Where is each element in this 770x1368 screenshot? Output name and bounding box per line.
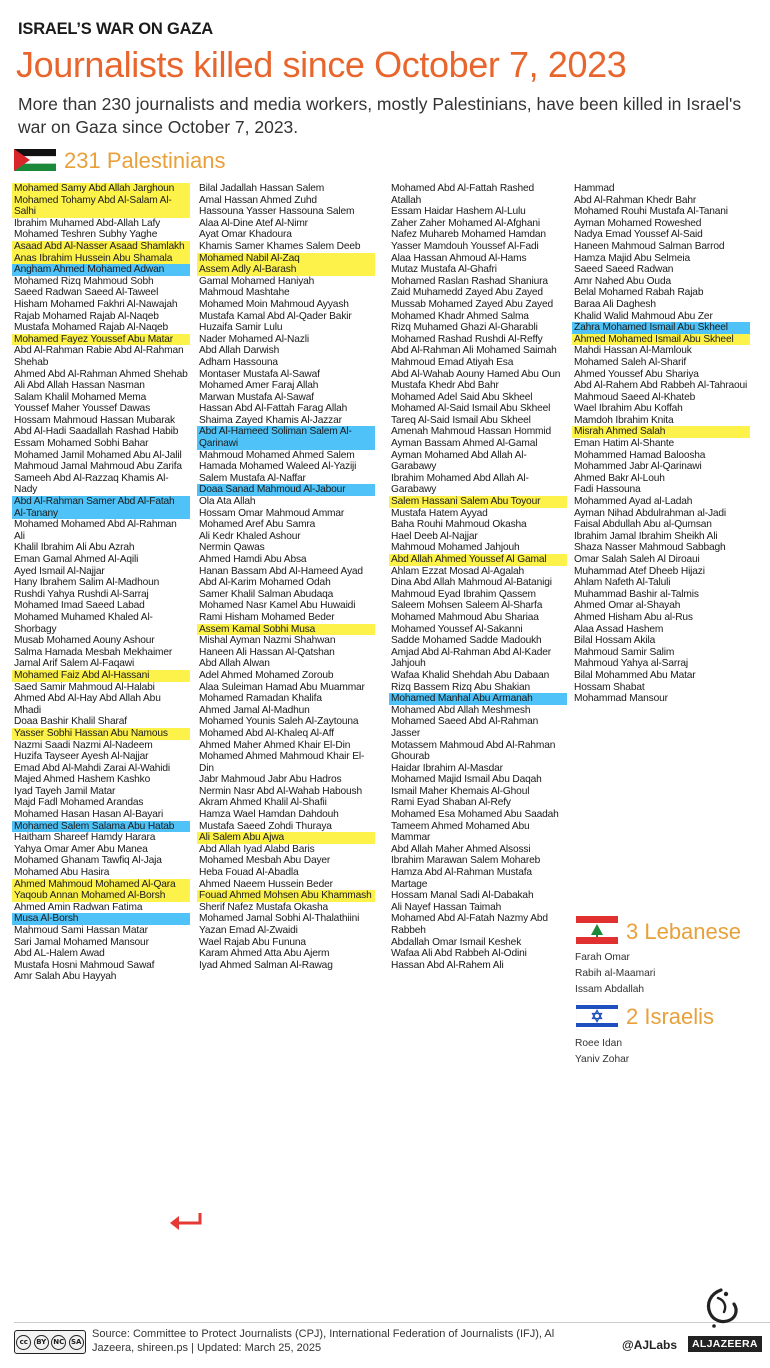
journalist-name: Ahmed Naeem Hussein Beder (199, 878, 333, 890)
journalist-name: Essam Haidar Hashem Al-Lulu (391, 206, 526, 218)
journalist-name: Ola Ata Allah (199, 496, 256, 508)
source-note: Source: Committee to Protect Journalists (CPJ), International Federation of Journalists (IFJ), Al Jazeera, shireen.ps | Updated: March 25, 2025 (92, 1328, 555, 1354)
journalist-name: Sadde Mohamed Sadde Madoukh (391, 635, 542, 647)
journalist-name: Mustafa Mohamed Rajab Al-Naqeb (14, 322, 169, 334)
journalist-name: Yahya Omar Amer Abu Manea (14, 843, 148, 855)
list-item: Rabih al-Maamari (575, 968, 656, 979)
journalist-name: Zaid Muhamedd Zayed Abu Zayed (391, 287, 543, 299)
journalist-name: Mohamed Adel Said Abu Skheel (391, 391, 533, 403)
journalist-name: Eman Hatim Al-Shante (574, 438, 675, 450)
journalist-name: Mohamed Mahmoud Abu Shariaa (391, 611, 539, 623)
journalist-name: Hassouna Yasser Hassouna Salem (199, 206, 355, 218)
journalist-name: Amal Hassan Ahmed Zuhd (199, 194, 317, 206)
journalist-name: Ibrahim Jamal Ibrahim Sheikh Ali (574, 530, 718, 542)
journalist-name: Misrah Ahmed Salah (572, 426, 750, 438)
journalist-name: Saeed Saeed Radwan (574, 264, 674, 276)
names-column-4 (572, 183, 750, 705)
journalist-name: Amjad Abd Al-Rahman Abd Al-Kader Jahjouh (391, 646, 551, 670)
journalist-name: Haneen Ali Hassan Al-Qatshan (199, 646, 335, 658)
journalist-name: Nermin Nasr Abd Al-Wahab Haboush (199, 785, 362, 797)
journalist-name: Mohamed Abd Allah Meshmesh (391, 704, 531, 716)
journalist-name: Ahmed Jamal Al-Madhun (199, 704, 310, 716)
journalist-name: Mustafa Hosni Mahmoud Sawaf (14, 959, 155, 971)
journalist-name: Fadi Hassouna (574, 484, 641, 496)
journalist-name: Mohamed Ahmed Mahmoud Khair El-Din (199, 751, 365, 774)
journalist-name: Ahmed Abd Al-Hay Abd Allah Abu Mhadi (14, 693, 161, 716)
journalist-name: Marwan Mustafa Al-Sawaf (199, 391, 314, 403)
journalist-name: Heba Fouad Al-Abadla (199, 867, 299, 879)
journalist-name: Ahmed Youssef Abu Shariya (574, 368, 699, 380)
journalist-name: Mohamed Nasr Kamel Abu Huwaidi (199, 600, 356, 612)
journalist-name: Eman Gamal Ahmed Al-Aqili (14, 554, 139, 565)
journalist-name: Bilal Hossam Akila (574, 635, 656, 647)
aljazeera-wordmark: ALJAZEERA (688, 1336, 762, 1352)
journalist-name: Khamis Samer Khames Salem Deeb (199, 240, 361, 252)
journalist-name: Mohamed Al-Said Ismail Abu Skheel (391, 403, 551, 415)
journalist-name: Alaa Suleiman Hamad Abu Muammar (199, 681, 365, 693)
journalist-name: Rushdi Yahya Rushdi Al-Sarraj (14, 588, 149, 600)
journalist-name: Mussab Mohamed Zayed Abu Zayed (391, 298, 553, 310)
journalist-name: Abd Allah Alwan (199, 658, 270, 670)
journalist-name: Mohamed Amer Faraj Allah (199, 380, 319, 392)
page-subtitle: More than 230 journalists and media workers, mostly Palestinians, have been killed in Israel's war on Gaza since October 7, 2023. (18, 94, 742, 137)
journalist-name: Zahra Mohamed Ismail Abu Skheel (572, 322, 750, 334)
journalist-name: Angham Ahmed Mohamed Adwan (12, 264, 190, 276)
journalist-name: Fouad Ahmed Mohsen Abu Khammash (197, 890, 375, 902)
journalist-name: Majd Fadl Mohamed Arandas (14, 797, 144, 809)
journalist-name: Hamza Abd Al-Rahman Mustafa Martage (391, 867, 532, 890)
journalist-name: Mohamed Samy Abd Allah Jarghoun (12, 183, 190, 195)
journalist-name: Ahmed Hamdi Abu Absa (199, 554, 307, 565)
page-title: Journalists killed since October 7, 2023 (16, 44, 627, 85)
journalist-name: Bilal Jadallah Hassan Salem (199, 183, 325, 194)
journalist-name: Ahmed Abd Al-Rahman Ahmed Shehab (14, 368, 188, 380)
journalist-name: Ali Salem Abu Ajwa (197, 832, 375, 844)
red-arrow-icon (168, 1209, 202, 1235)
journalist-name: Mohamed Salem Salama Abu Hatab (12, 821, 190, 833)
journalist-name: Hamada Mohamed Waleed Al-Yaziji (199, 461, 357, 473)
journalist-name: Ahmed Maher Ahmed Khair El-Din (199, 739, 351, 751)
journalist-name: Mohammed Jabr Al-Qarinawi (574, 461, 702, 473)
journalist-name: Mohammad Mansour (574, 693, 668, 705)
journalist-name: Ali Nayef Hassan Taimah (391, 901, 502, 913)
journalist-name: Mahmoud Eyad Ibrahim Qassem (391, 588, 536, 600)
journalist-name: Hammad (574, 183, 615, 194)
lebanon-flag-icon (576, 916, 618, 944)
journalist-name: Shaza Nasser Mahmoud Sabbagh (574, 542, 726, 554)
lebanese-group-title: 3 Lebanese (626, 919, 741, 944)
journalist-name: Hamza Wael Hamdan Dahdouh (199, 809, 339, 821)
journalist-name: Adham Hassouna (199, 356, 278, 368)
journalist-name: Mohamed Younis Saleh Al-Zaytouna (199, 716, 359, 728)
journalist-name: Abd Al-Rahem Abd Rabbeh Al-Tahraoui (574, 380, 748, 392)
journalist-name: Assem Adly Al-Barash (197, 264, 375, 276)
journalist-name: Hossam Omar Mahmoud Ammar (199, 507, 345, 519)
journalist-name: Nadya Emad Youssef Al-Said (574, 229, 703, 241)
israelis-list (575, 1036, 629, 1068)
palestine-flag-icon (14, 149, 56, 171)
journalist-name: Hossam Manal Sadi Al-Dabakah (391, 890, 534, 902)
journalist-name: Ahmed Amin Radwan Fatima (14, 901, 143, 913)
journalist-name: Ibrahim Marawan Salem Mohareb (391, 855, 541, 867)
journalist-name: Omar Salah Saleh Al Diroaui (574, 554, 700, 565)
journalist-name: Sari Jamal Mohamed Mansour (14, 936, 149, 948)
journalist-name: Abd Allah Maher Ahmed Alsossi (391, 843, 531, 855)
journalist-name: Mohamed Aref Abu Samra (199, 519, 316, 531)
journalist-name: Mohamed Ghanam Tawfiq Al-Jaja (14, 855, 162, 867)
journalist-name: Rami Hisham Mohamed Beder (199, 611, 335, 623)
journalist-name: Abd Al-Rahman Rabie Abd Al-Rahman Shehab (14, 345, 184, 368)
journalist-name: Wael Ibrahim Abu Koffah (574, 403, 683, 415)
journalist-name: Iyad Ahmed Salman Al-Rawag (199, 959, 333, 971)
journalist-name: Mohamed Fayez Youssef Abu Matar (12, 334, 190, 346)
journalist-name: Mustafa Khedr Abd Bahr (391, 380, 499, 392)
journalist-name: Mahmoud Saeed Al-Khateb (574, 391, 696, 403)
journalist-name: Hany Ibrahem Salim Al-Madhoun (14, 577, 160, 589)
journalist-name: Amenah Mahmoud Hassan Hommid (391, 426, 552, 438)
journalist-name: Mohamed Rashad Rushdi Al-Reffy (391, 333, 543, 345)
journalist-name: Muhammad Bashir al-Talmis (574, 588, 699, 600)
journalist-name: Rizq Bassem Rizq Abu Shakian (391, 681, 531, 693)
journalist-name: Montaser Mustafa Al-Sawaf (199, 368, 320, 380)
footer-divider (14, 1322, 770, 1323)
journalist-name: Wael Rajab Abu Fununa (199, 936, 306, 948)
journalist-name: Mohamed Faiz Abd Al-Hassani (12, 670, 190, 682)
journalist-name: Ibrahim Mohamed Abd Allah Al-Garabawy (391, 472, 529, 496)
journalist-name: Mutaz Mustafa Al-Ghafri (391, 264, 497, 276)
journalist-name: Mahdi Hassan Al-Mamlouk (574, 345, 692, 357)
journalist-name: Yaqoub Annan Mohamed Al-Borsh (12, 890, 190, 902)
journalist-name: Doaa Sanad Mahmoud Al-Jabour (197, 484, 375, 496)
journalist-name: Youssef Maher Youssef Dawas (14, 403, 151, 415)
journalist-name: Hossam Mahmoud Hassan Mubarak (14, 414, 175, 426)
journalist-name: Mohamed Jamil Mohamed Abu Al-Jalil (14, 449, 182, 461)
journalist-name: Haitham Shareef Hamdy Harara (14, 832, 156, 844)
journalist-name: Rizq Muhamed Ghazi Al-Gharabli (391, 322, 538, 334)
journalist-name: Adel Ahmed Mohamed Zoroub (199, 669, 334, 681)
palestinians-group-title: 231 Palestinians (64, 148, 226, 173)
journalist-name: Mohamed Khadr Ahmed Salma (391, 310, 529, 322)
journalist-name: Saleem Mohsen Saleem Al-Sharfa (391, 600, 543, 612)
journalist-name: Mahmoud Mohamed Jahjouh (391, 542, 520, 554)
journalist-name: Hassan Abd Al-Rahem Ali (391, 959, 504, 971)
journalist-name: Mahmoud Mohamed Ahmed Salem (199, 449, 355, 461)
journalist-name: Mohamed Hasan Hasan Al-Bayari (14, 809, 164, 821)
journalist-name: Ahmed Hisham Abu al-Rus (574, 611, 693, 623)
header-kicker: ISRAEL’S WAR ON GAZA (18, 20, 213, 38)
journalist-name: Doaa Bashir Khalil Sharaf (14, 716, 127, 728)
journalist-name: Shaima Zayed Khamis Al-Jazzar (199, 414, 342, 426)
journalist-name: Ayman Mohamed Abd Allah Al-Garabawy (391, 449, 527, 473)
journalist-name: Alaa Assad Hashem (574, 623, 664, 635)
journalist-name: Salma Hamada Mesbah Mekhaimer (14, 646, 173, 658)
journalist-name: Mohamed Imad Saeed Labad (14, 600, 145, 612)
journalist-name: Mohamed Ramadan Khalifa (199, 693, 322, 705)
journalist-name: Yazan Emad Al-Zwaidi (199, 925, 298, 936)
journalist-name: Ahmed Mohamed Ismail Abu Skheel (572, 334, 750, 346)
journalist-name: Ayed Ismail Al-Najjar (14, 565, 105, 577)
journalist-name: Abd Al-Karim Mohamed Odah (199, 577, 331, 589)
names-column-1 (12, 183, 190, 983)
journalist-name: Gamal Mohamed Haniyah (199, 275, 315, 287)
journalist-name: Hanan Bassam Abd Al-Hameed Ayad (199, 565, 363, 577)
journalist-name: Mohammed Ayad al-Ladah (574, 496, 693, 508)
journalist-name: Yasser Sobhi Hassan Abu Namous (12, 728, 190, 740)
journalist-name: Abd Al-Wahab Aouny Hamed Abu Oun (391, 368, 561, 380)
journalist-name: Mahmoud Jamal Mahmoud Abu Zarifa (14, 461, 182, 473)
journalist-name: Wafaa Khalid Shehdah Abu Dabaan (391, 669, 550, 681)
journalist-name: Ahmed Omar al-Shayah (574, 600, 681, 612)
journalist-name: Ali Kedr Khaled Ashour (199, 530, 301, 542)
journalist-name: Mohamed Nabil Al-Zaq (197, 253, 375, 265)
journalist-name: Mohamed Abu Hasira (14, 867, 110, 879)
journalist-name: Mohamed Muhamed Khaled Al-Shorbagy (14, 611, 153, 635)
journalist-name: Amr Nahed Abu Ouda (574, 275, 671, 287)
journalist-name: Musa Al-Borsh (12, 913, 190, 925)
journalist-name: Hamza Majid Abu Selmeia (574, 252, 691, 264)
journalist-name: Muhammad Atef Dheeb Hijazi (574, 565, 705, 577)
journalist-name: Ahmed Mahmoud Mohamed Al-Qara (12, 879, 190, 891)
names-column-2 (197, 183, 375, 971)
journalist-name: Mohamed Majid Ismail Abu Daqah (391, 774, 542, 786)
journalist-name: Mohamed Abd Al-Fattah Rashed Atallah (391, 183, 535, 206)
lebanese-list (575, 950, 655, 998)
journalist-name: Khalid Walid Mahmoud Abu Zer (574, 310, 713, 322)
journalist-name: Mohamed Abd Al-Khaleq Al-Aff (199, 727, 334, 739)
journalist-name: Mohamed Jamal Sobhi Al-Thalathiini (199, 913, 360, 925)
journalist-name: Mohamed Esa Mohamed Abu Saadah (391, 809, 559, 821)
journalist-name: Essam Mohamed Sobhi Bahar (14, 438, 149, 450)
journalist-name: Iyad Tayeh Jamil Matar (14, 785, 116, 797)
journalist-name: Samer Khalil Salman Abudaqa (199, 588, 334, 600)
journalist-name: Rajab Mohamed Rajab Al-Naqeb (14, 310, 159, 322)
journalist-name: Hisham Mohamed Fakhri Al-Nawajah (14, 298, 178, 310)
journalist-name: Nermin Qawas (199, 542, 265, 554)
journalist-name: Ayman Bassam Ahmed Al-Gamal (391, 438, 538, 450)
journalist-name: Ali Abd Allah Hassan Nasman (14, 380, 145, 392)
journalist-name: Majed Ahmed Hashem Kashko (14, 774, 151, 786)
journalist-name: Salem Mustafa Al-Naffar (199, 472, 306, 484)
journalist-name: Saed Samir Mahmoud Al-Halabi (14, 681, 155, 693)
journalist-name: Mohamed Moin Mahmoud Ayyash (199, 298, 349, 310)
journalist-name: Nazmi Saadi Nazmi Al-Nadeem (14, 739, 153, 751)
journalist-name: Zaher Zaher Mohamed Al-Afghani (391, 217, 540, 229)
journalist-name: Mustafa Saeed Zohdi Thuraya (199, 820, 332, 832)
journalist-name: Tameem Ahmed Mohamed Abu Mammar (391, 820, 530, 844)
journalist-name: Mohamed Teshren Subhy Yaghe (14, 229, 158, 241)
journalist-name: Ahmed Bakr Al-Louh (574, 472, 665, 484)
journalist-name: Haidar Ibrahim Al-Masdar (391, 762, 503, 774)
journalist-name: Nafez Muhareb Mohamed Hamdan (391, 229, 546, 241)
journalist-name: Yasser Mamdouh Youssef Al-Fadi (391, 240, 539, 252)
journalist-name: Mohamed Tohamy Abd Al-Salam Al-Salhi (12, 195, 190, 218)
journalist-name: Mahmoud Yahya al-Sarraj (574, 658, 688, 670)
journalist-name: Sameeh Abd Al-Razzaq Khamis Al-Nady (14, 472, 169, 496)
journalist-name: Asaad Abd Al-Nasser Asaad Shamlakh (12, 241, 190, 253)
journalist-name: Mustafa Kamal Abd Al-Qader Bakir (199, 310, 352, 322)
journalist-name: Belal Mohamed Rabah Rajab (574, 287, 704, 299)
journalist-name: Baraa Ali Daghesh (574, 298, 656, 310)
journalist-name: Ayman Nihad Abdulrahman al-Jadi (574, 507, 727, 519)
journalist-name: Mohammed Hamad Baloosha (574, 449, 706, 461)
journalist-name: Emad Abd Al-Mahdi Zarai Al-Wahidi (14, 762, 171, 774)
journalist-name: Ismail Maher Khemais Al-Ghoul (391, 785, 530, 797)
journalist-name: Mustafa Hatem Ayyad (391, 507, 488, 519)
journalist-name: Mohamed Saleh Al-Sharif (574, 356, 687, 368)
journalist-name: Faisal Abdullah Abu al-Qumsan (574, 519, 712, 531)
journalist-name: Ayman Mohamed Roweshed (574, 217, 702, 229)
journalist-name: Amr Salah Abu Hayyah (14, 971, 117, 983)
journalist-name: Ayat Omar Khadoura (199, 229, 292, 241)
journalist-name: Rami Eyad Shaban Al-Refy (391, 797, 511, 809)
journalist-name: Ibrahim Muhamed Abd-Allah Lafy (14, 217, 161, 229)
journalist-name: Ahlam Ezzat Mosad Al-Agalah (391, 565, 524, 577)
journalist-name: Salem Hassani Salem Abu Toyour (389, 496, 567, 508)
list-item: Roee Idan (575, 1038, 623, 1049)
journalist-name: Anas Ibrahim Hussein Abu Shamala (12, 253, 190, 265)
israelis-group-title: 2 Israelis (626, 1004, 715, 1029)
journalist-name: Huzaifa Samir Lulu (199, 322, 283, 334)
names-column-3 (389, 183, 567, 971)
journalist-name: Jamal Arif Salem Al-Faqawi (14, 658, 135, 670)
journalist-name: Alaa Al-Dine Atef Al-Nimr (199, 217, 308, 229)
journalist-name: Mohamed Youssef Al-Sakanni (391, 623, 523, 635)
journalist-name: Mahmoud Mashtahe (199, 287, 290, 299)
creative-commons-license-icon: cc BY NC SA (14, 1330, 86, 1354)
list-item: Yaniv Zohar (575, 1054, 630, 1065)
journalist-name: Mohamed Rizq Mahmoud Sobh (14, 275, 154, 287)
aljazeera-logo-icon (696, 1286, 746, 1332)
journalist-name: Haneen Mahmoud Salman Barrod (574, 240, 725, 252)
journalist-name: Mishal Ayman Nazmi Shahwan (199, 635, 336, 647)
journalist-name: Abd Al-Hameed Soliman Salem Al-Qarinawi (197, 426, 375, 449)
journalist-name: Nader Mohamed Al-Nazli (199, 333, 309, 345)
journalist-name: Khalil Ibrahim Ali Abu Azrah (14, 542, 135, 554)
journalist-name: Abd Allah Iyad Alabd Baris (199, 843, 315, 855)
journalist-name: Salam Khalil Mohamed Mema (14, 391, 147, 403)
journalist-name: Mohamed Saeed Abd Al-Rahman Jasser (391, 716, 539, 739)
journalist-name: Mohamed Abd Al-Fatah Nazmy Abd Rabbeh (391, 913, 548, 936)
journalist-name: Mohamed Rouhi Mustafa Al-Tanani (574, 206, 728, 218)
journalist-name: Abd Al-Rahman Samer Abd Al-Fatah Al-Tanany (12, 496, 190, 519)
journalist-name: Abd Al-Rahman Khedr Bahr (574, 194, 697, 206)
journalist-name: Wafaa Ali Abd Rabbeh Al-Odini (391, 948, 527, 960)
journalist-name: Tareq Al-Said Ismail Abu Skheel (391, 414, 531, 426)
journalist-name: Mamdoh Ibrahim Knita (574, 414, 674, 426)
journalist-name: Huzifa Tayseer Ayesh Al-Najjar (14, 751, 149, 763)
journalist-name: Mohamed Mesbah Abu Dayer (199, 855, 331, 867)
journalist-name: Abd AL-Halem Awad (14, 948, 105, 960)
journalist-name: Abd Al-Hadi Saadallah Rashad Habib (14, 426, 179, 438)
israel-flag-icon (576, 1002, 618, 1030)
journalist-name: Bilal Mohammed Abu Matar (574, 669, 696, 681)
journalist-name: Musab Mohamed Aouny Ashour (14, 635, 155, 647)
journalist-name: Jabr Mahmoud Jabr Abu Hadros (199, 774, 342, 786)
journalist-name: Akram Ahmed Khalil Al-Shafii (199, 797, 327, 809)
journalist-name: Saeed Radwan Saeed Al-Taweel (14, 287, 159, 299)
journalist-name: Mahmoud Samir Salim (574, 646, 675, 658)
journalist-name: Sherif Nafez Mustafa Okasha (199, 901, 329, 913)
journalist-name: Mahmoud Emad Atiyah Esa (391, 356, 514, 368)
list-item: Issam Abdallah (575, 984, 645, 995)
journalist-name: Karam Ahmed Atta Abu Ajerm (199, 948, 330, 960)
journalist-name: Hael Deeb Al-Najjar (391, 530, 478, 542)
journalist-name: Mohamed Manhal Abu Armanah (389, 693, 567, 705)
journalist-name: Mohamed Mohamed Abd Al-Rahman Ali (14, 519, 177, 542)
journalist-name: Abdallah Omar Ismail Keshek (391, 936, 522, 948)
journalist-name: Dina Abd Allah Mahmoud Al-Batanigi (391, 577, 552, 589)
journalist-name: Baha Rouhi Mahmoud Okasha (391, 519, 527, 531)
journalist-name: Mahmoud Sami Hassan Matar (14, 925, 148, 936)
journalist-name: Hossam Shabat (574, 681, 645, 693)
journalist-name: Motassem Mahmoud Abd Al-Rahman Ghourab (391, 739, 556, 763)
list-item: Farah Omar (575, 952, 630, 963)
journalist-name: Abd Allah Darwish (199, 345, 280, 357)
journalist-name: Abd Al-Rahman Ali Mohamed Saimah (391, 345, 557, 357)
journalist-name: Ahlam Nafeth Al-Taluli (574, 577, 671, 589)
journalist-name: Alaa Hassan Ahmoud Al-Hams (391, 252, 527, 264)
journalist-name: Abd Allah Ahmed Youssef Al Gamal (389, 554, 567, 566)
journalist-name: Assem Kamal Sobhi Musa (197, 624, 375, 636)
journalist-name: Mohamed Raslan Rashad Shaniura (391, 275, 548, 287)
ajlabs-handle: @AJLabs (622, 1338, 678, 1352)
journalist-name: Hassan Abd Al-Fattah Farag Allah (199, 403, 348, 415)
